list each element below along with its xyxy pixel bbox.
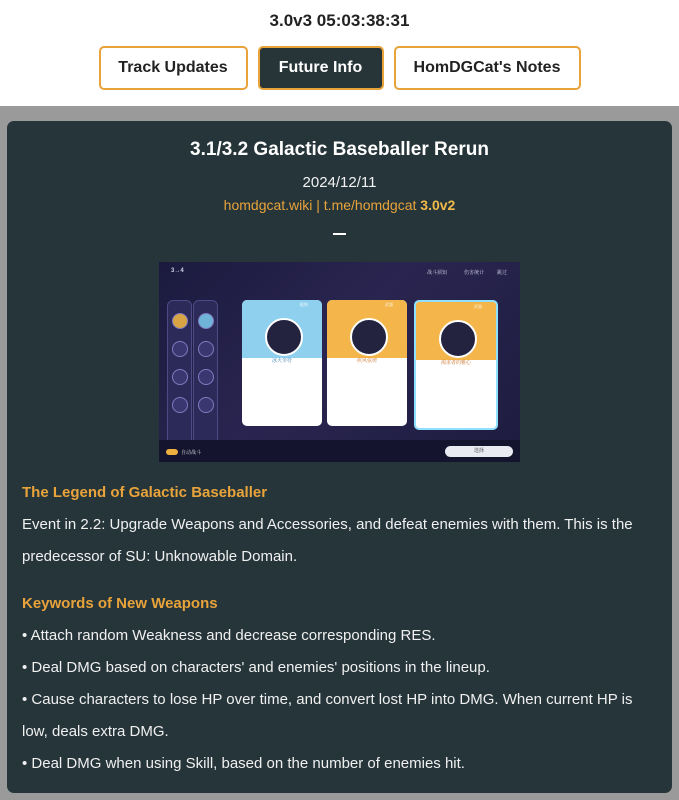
lane-node xyxy=(172,369,188,385)
tab-track-updates[interactable]: Track Updates xyxy=(99,46,248,90)
lane-node xyxy=(172,341,188,357)
lane-node xyxy=(172,397,188,413)
section-heading-legend: The Legend of Galactic Baseballer xyxy=(22,484,268,501)
keyword-bullet: • Attach random Weakness and decrease corresponding RES. xyxy=(22,627,436,644)
card-tag: 武器 xyxy=(474,304,482,309)
hud-counter: 3→4 xyxy=(171,268,184,274)
lane-node xyxy=(198,341,214,357)
lane-node xyxy=(172,313,188,329)
post-card xyxy=(7,121,672,793)
lane-node xyxy=(198,313,214,329)
source-links xyxy=(7,197,672,213)
version-badge: 3.0v2 xyxy=(420,197,456,213)
hud-skip: 跳过 xyxy=(497,270,508,276)
top-bar xyxy=(0,0,679,106)
lane-left xyxy=(167,300,192,452)
card-tag: 武器 xyxy=(385,302,393,307)
tab-future-info[interactable]: Future Info xyxy=(258,46,384,90)
lane-node xyxy=(198,369,214,385)
card-title: 渴求者的雅心 xyxy=(440,360,471,366)
keyword-bullet: • Cause characters to lose HP over time, and convert lost HP into DMG. When current HP is low, deals extra DMG. xyxy=(22,691,633,740)
tab-homdgcat-notes[interactable]: HomDGCat's Notes xyxy=(394,46,581,90)
section-body-legend: Event in 2.2: Upgrade Weapons and Accessories, and defeat enemies with them. This is the predecessor of SU: Unknowable Domain. xyxy=(22,516,633,565)
upgrade-card-2[interactable] xyxy=(327,300,407,426)
hud-stats: 伤害统计 xyxy=(464,270,485,276)
keyword-bullet: • Deal DMG when using Skill, based on the number of enemies hit. xyxy=(22,755,465,772)
tab-bar xyxy=(0,46,679,90)
hud-info: 战斗须知 xyxy=(427,270,448,276)
section-heading-keywords: Keywords of New Weapons xyxy=(22,595,218,612)
auto-battle-label: 自动战斗 xyxy=(181,450,202,456)
lane-node xyxy=(198,397,214,413)
card-title: 疾风弦律 xyxy=(356,358,377,364)
card-tag: 配饰 xyxy=(300,302,308,307)
post-title: 3.1/3.2 Galactic Baseballer Rerun xyxy=(190,139,489,160)
confirm-button[interactable]: 选择 xyxy=(445,446,513,457)
divider-dash xyxy=(333,233,346,235)
event-screenshot xyxy=(159,262,520,462)
upgrade-card-3[interactable] xyxy=(414,300,498,430)
source-links-text[interactable]: homdgcat.wiki | t.me/homdgcat xyxy=(223,197,417,213)
upgrade-card-1[interactable] xyxy=(242,300,322,426)
card-emblem-icon xyxy=(439,320,477,358)
keyword-bullet: • Deal DMG based on characters' and enemies' positions in the lineup. xyxy=(22,659,490,676)
version-countdown: 3.0v3 05:03:38:31 xyxy=(269,11,410,30)
lane-right xyxy=(193,300,218,452)
card-emblem-icon xyxy=(265,318,303,356)
post-date: 2024/12/11 xyxy=(302,174,377,191)
card-emblem-icon xyxy=(350,318,388,356)
card-title: 冰火伞符 xyxy=(271,358,292,364)
auto-battle-toggle[interactable] xyxy=(166,449,178,455)
